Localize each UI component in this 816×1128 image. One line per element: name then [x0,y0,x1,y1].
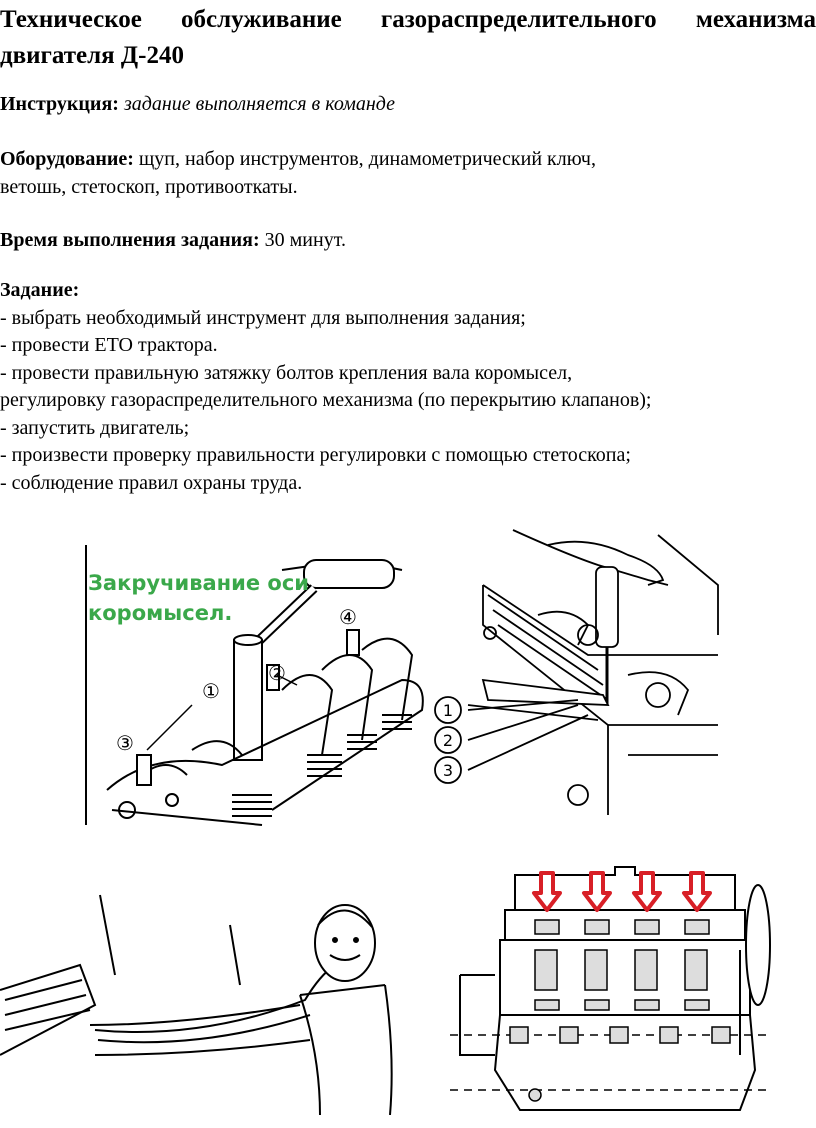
rocker-shaft-tightening-figure [82,540,437,830]
instruction-line [0,90,395,118]
stethoscope-illustration [0,855,395,1115]
task-item: - провести ЕТО трактора. [0,334,218,356]
figure1-callout-1: ① [202,679,220,703]
valve-adjustment-figure [428,525,724,825]
page-title: Техническое обслуживание газораспределительного механизма двигателя Д-240 [0,6,816,69]
figure1-callout-3: ③ [116,731,134,755]
task-item: - соблюдение правил охраны труда. [0,471,303,494]
instruction-label: Инструкция: [0,93,119,115]
stethoscope-check-figure [0,855,395,1115]
task-item: регулировку газораспределительного механизма (по перекрытию клапанов); [0,389,652,411]
task-item: - запустить двигатель; [0,416,190,439]
task-item: - произвести проверку правильности регулировки с помощью стетоскопа; [0,444,631,466]
valve-adjustment-illustration [428,525,724,825]
task-block [0,277,816,497]
equipment-line [0,145,596,201]
figure1-callout-2: ② [268,661,286,685]
figure2-callout-1: 1 [442,701,454,720]
figure2-callout-3: 3 [442,761,454,780]
equipment-label: Оборудование: [0,148,134,170]
figure1-caption-line2: коромысел. [88,601,233,625]
instruction-value: задание выполняется в команде [123,93,395,115]
time-line [0,226,346,254]
task-item: - выбрать необходимый инструмент для выполнения задания; [0,306,526,329]
equipment-value-1: щуп, набор инструментов, динамометрический ключ, [138,148,596,170]
task-item: - провести правильную затяжку болтов крепления вала коромысел, [0,361,573,384]
figure1-caption-line1: Закручивание оси [88,571,310,595]
task-label: Задание: [0,279,80,301]
engine-valve-diagram-figure [440,855,780,1115]
equipment-value-2: ветошь, стетоскоп, противооткаты. [0,176,298,198]
rocker-shaft-illustration [82,540,437,830]
engine-valve-diagram [440,855,780,1115]
figure2-callout-2: 2 [442,731,454,750]
time-value: 30 минут. [264,229,346,251]
figure1-callout-4: ④ [339,605,357,629]
time-label: Время выполнения задания: [0,229,260,251]
